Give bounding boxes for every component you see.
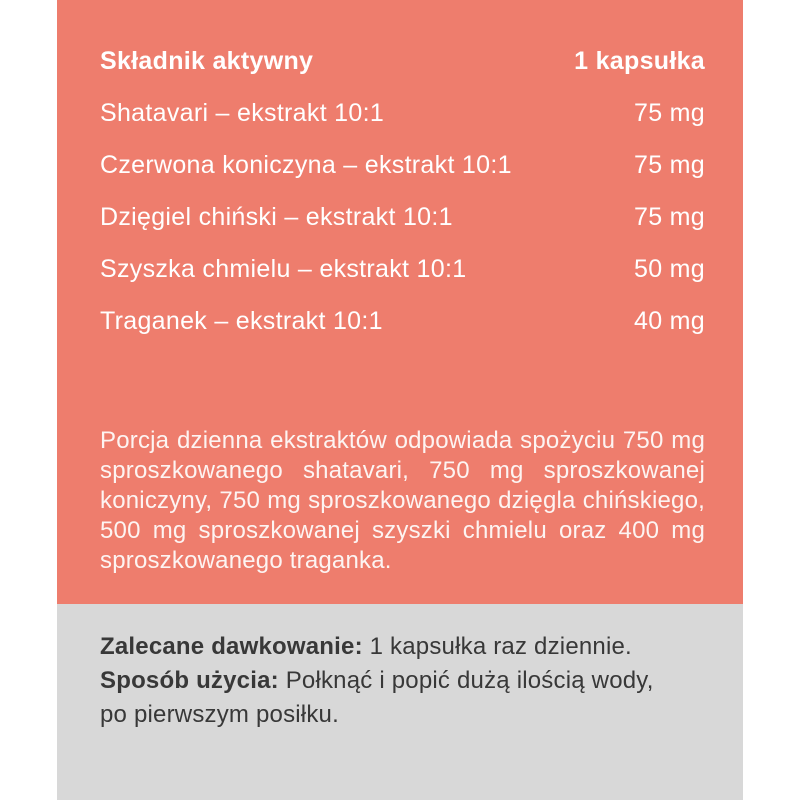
dosage-line-usage-continued [100, 698, 705, 732]
ingredient-name: Szyszka chmielu – ekstrakt 10:1 [100, 255, 467, 283]
column-header-amount: 1 kapsułka [574, 47, 705, 75]
ingredient-amount: 50 mg [634, 255, 705, 283]
table-row [100, 152, 705, 204]
table-row [100, 256, 705, 308]
usage-text-continued: po pierwszym posiłku. [100, 701, 339, 728]
note-line: 500 mg sproszkowanej szyszki chmielu oraz 400 mg [100, 517, 705, 544]
daily-portion-note [100, 426, 705, 576]
usage-label: Sposób użycia: [100, 667, 279, 694]
ingredient-name: Traganek – ekstrakt 10:1 [100, 307, 383, 335]
table-row [100, 204, 705, 256]
dosage-label: Zalecane dawkowanie: [100, 633, 363, 660]
note-line: sproszkowanego traganka. [100, 547, 392, 574]
note-line: koniczyny, 750 mg sproszkowanego dzięgla chińskiego, [100, 487, 705, 514]
table-header-row [100, 48, 705, 100]
table-row [100, 308, 705, 360]
dosage-line-recommended [100, 630, 705, 664]
note-line: sproszkowanego shatavari, 750 mg sproszkowanej [100, 457, 705, 484]
ingredient-name: Shatavari – ekstrakt 10:1 [100, 99, 385, 127]
dosage-panel [57, 604, 743, 800]
table-row [100, 100, 705, 152]
ingredient-name: Dzięgiel chiński – ekstrakt 10:1 [100, 203, 453, 231]
usage-text: Połknąć i popić dużą ilością wody, [278, 667, 654, 694]
ingredient-amount: 75 mg [634, 203, 705, 231]
ingredient-amount: 75 mg [634, 99, 705, 127]
dosage-line-usage [100, 664, 705, 698]
column-header-ingredient: Składnik aktywny [100, 47, 314, 75]
note-line: Porcja dzienna ekstraktów odpowiada spożyciu 750 mg [100, 427, 705, 454]
ingredient-name: Czerwona koniczyna – ekstrakt 10:1 [100, 151, 512, 179]
ingredient-amount: 75 mg [634, 151, 705, 179]
dosage-text: 1 kapsułka raz dziennie. [362, 633, 632, 660]
ingredients-table [100, 48, 705, 360]
ingredient-amount: 40 mg [634, 307, 705, 335]
ingredients-panel [57, 0, 743, 604]
